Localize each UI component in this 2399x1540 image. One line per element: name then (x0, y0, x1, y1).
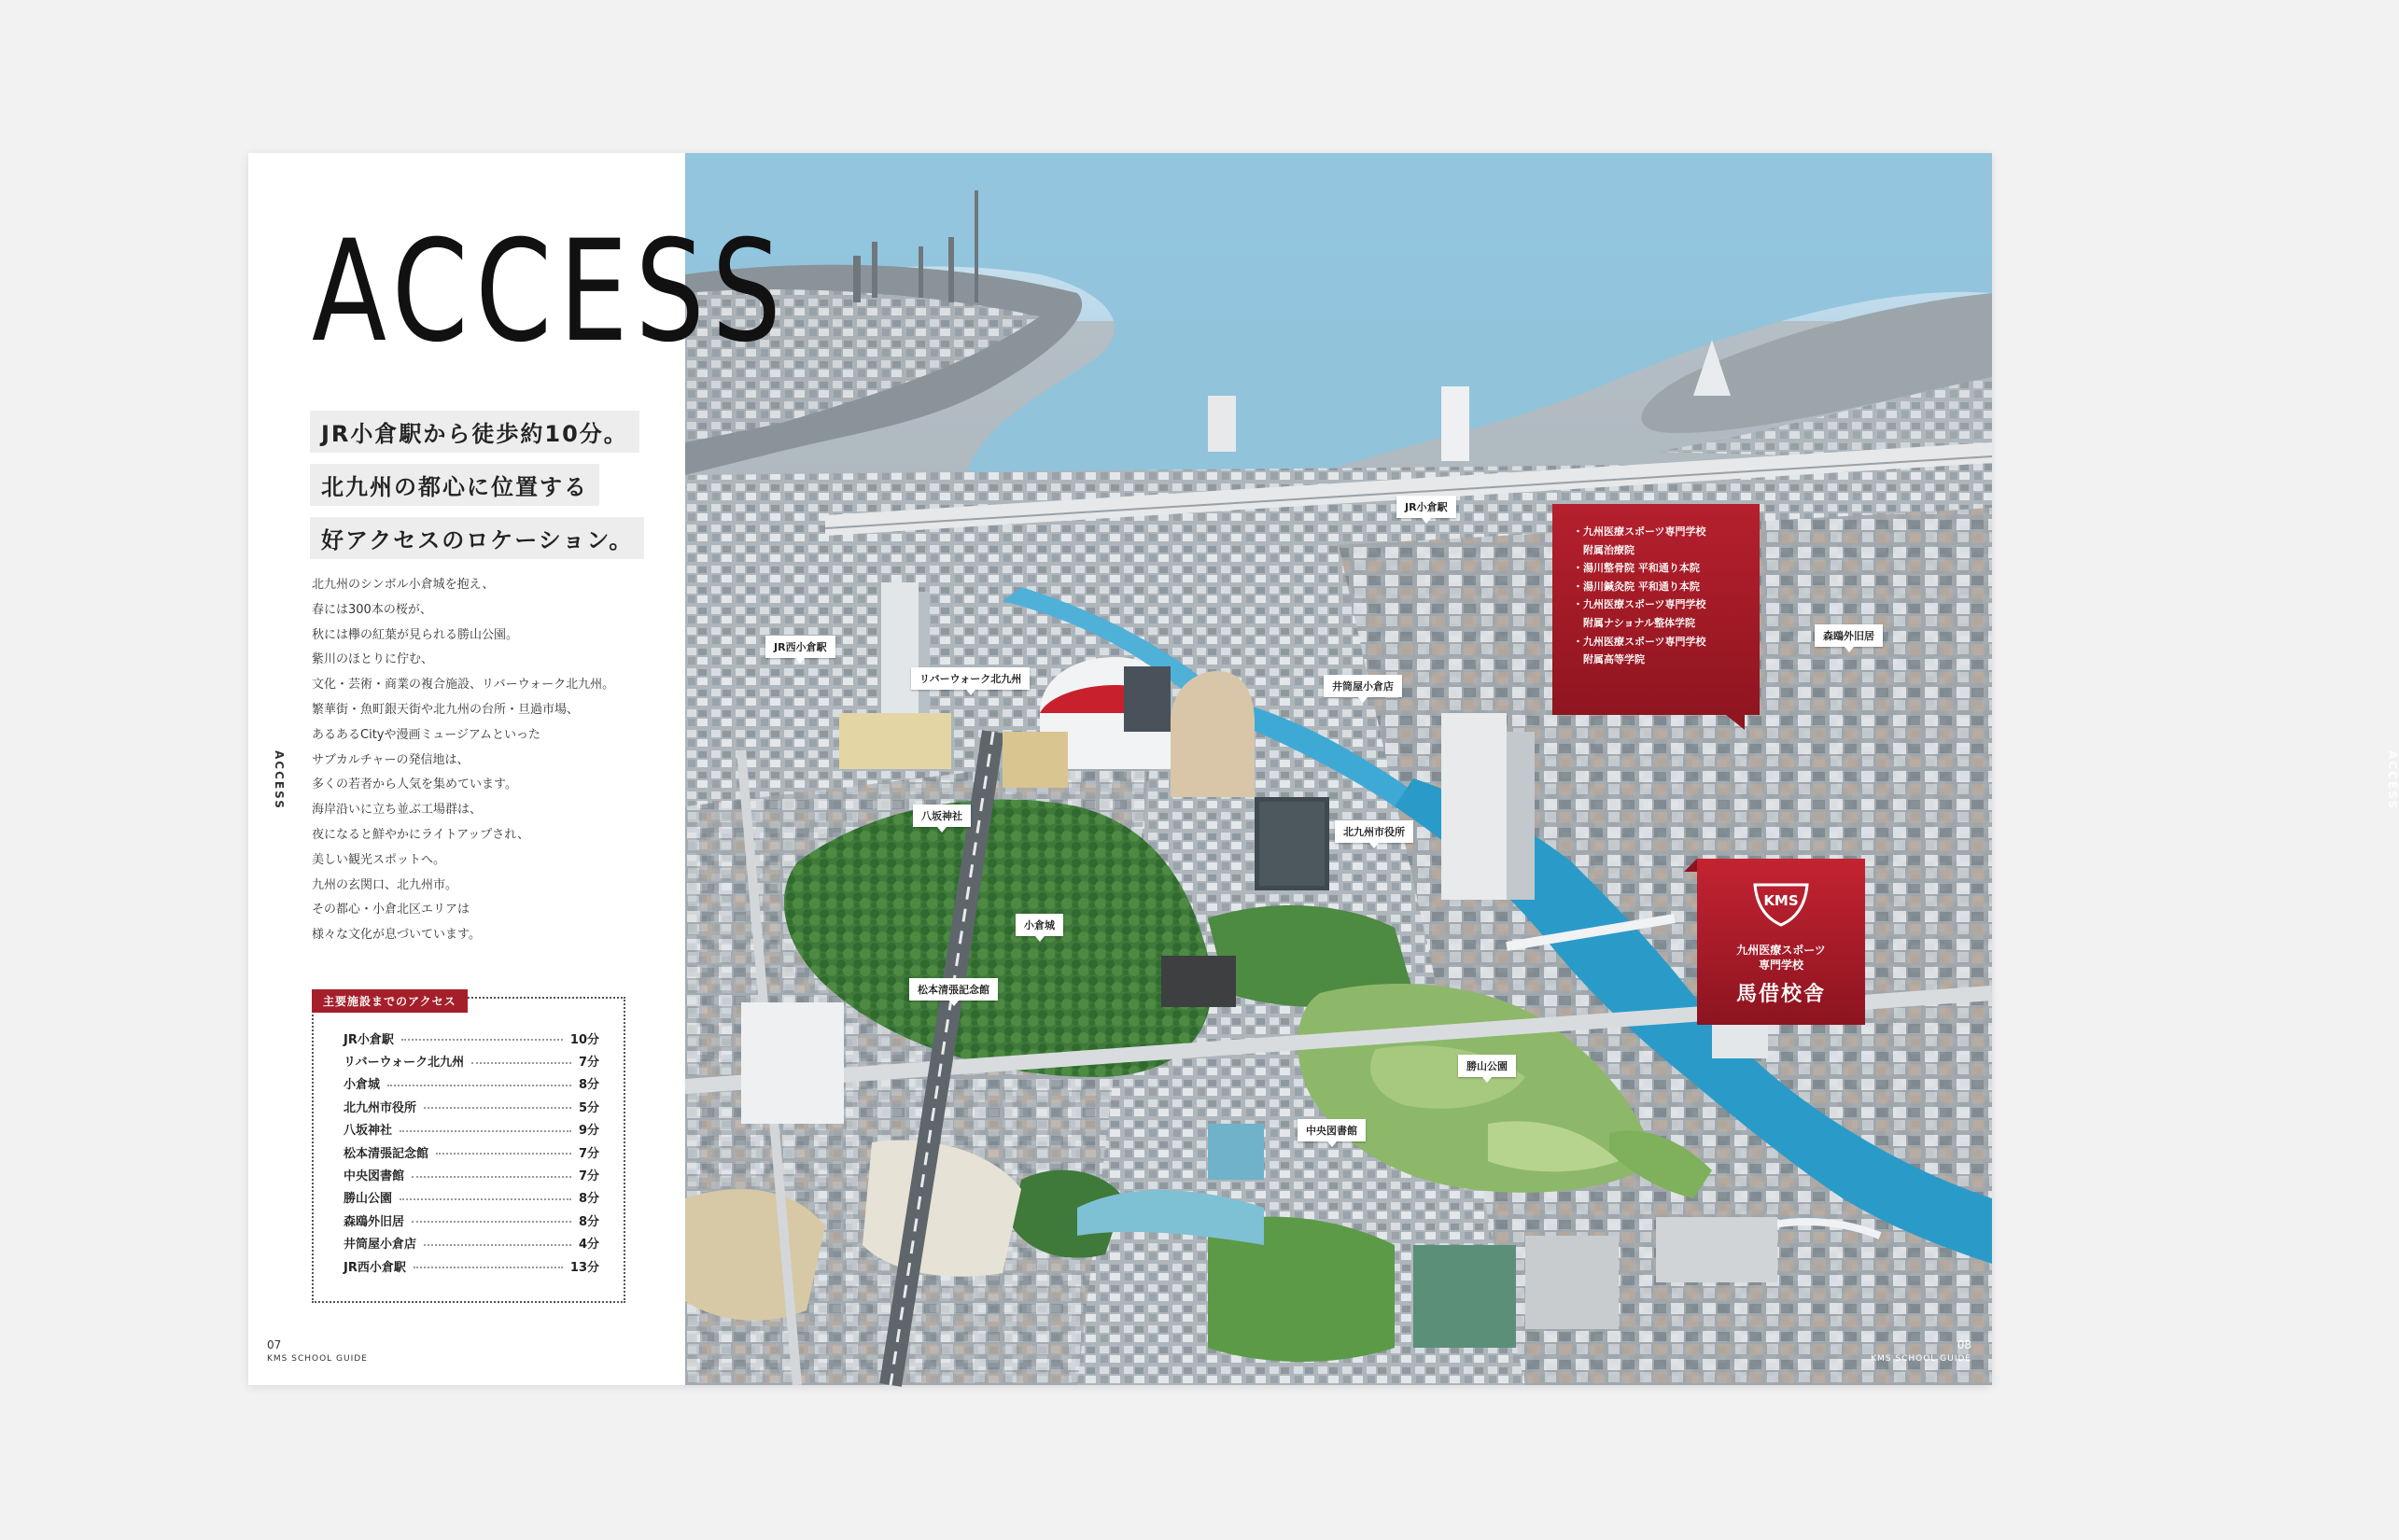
body-line: 九州の玄関口、北九州市。 (312, 877, 458, 892)
access-time: 7分 (578, 1146, 599, 1161)
facility-item: 附属治療院 (1573, 543, 1634, 556)
access-place: 小倉城 (344, 1078, 381, 1093)
aerial-photo (685, 153, 2399, 1385)
lead-copy (310, 411, 644, 570)
tag-kokura-castle: 小倉城 (1016, 914, 1063, 936)
access-place: 勝山公園 (344, 1192, 393, 1207)
access-row (344, 1049, 599, 1071)
body-line: 様々な文化が息づいています。 (312, 928, 481, 943)
brochure-spread (248, 153, 2399, 1385)
access-place: 八坂神社 (344, 1124, 393, 1139)
body-line: 繁華街・魚町銀天街や北九州の台所・旦過市場、 (312, 702, 580, 717)
body-line: 夜になると鮮やかにライトアップされ、 (312, 827, 530, 842)
body-line: 紫川のほとりに佇む、 (312, 652, 434, 667)
campus-name: 馬借校舎 (1735, 983, 1826, 1006)
body-line: 秋には欅の紅葉が見られる勝山公園。 (312, 627, 519, 642)
leader-dots (436, 1153, 571, 1155)
access-row (344, 1072, 599, 1095)
tag-jr-nishi-kokura: JR西小倉駅 (765, 636, 835, 658)
facility-item: ・九州医療スポーツ専門学校 (1573, 635, 1706, 648)
body-text (312, 573, 657, 948)
body-line: 文化・芸術・商業の複合施設、リバーウォーク北九州。 (312, 678, 615, 693)
access-time: 13分 (569, 1260, 599, 1275)
access-time: 8分 (578, 1214, 599, 1229)
leader-dots (401, 1039, 563, 1041)
page-number-left (267, 1338, 368, 1366)
access-table (312, 997, 625, 1303)
access-place: 松本清張記念館 (344, 1146, 429, 1161)
access-row (344, 1186, 599, 1209)
tag-yasaka-shrine: 八坂神社 (913, 805, 971, 827)
lead-line: JR小倉駅から徒歩約10分。 (310, 411, 639, 453)
access-row (344, 1118, 599, 1141)
access-time: 10分 (569, 1032, 599, 1047)
page-number: 07 (267, 1338, 282, 1351)
access-place: 北九州市役所 (344, 1100, 417, 1115)
page-number-right (1871, 1338, 1971, 1366)
access-time: 8分 (578, 1192, 599, 1207)
body-line: あるあるCityや漫画ミュージアムといった (312, 727, 541, 742)
access-row (344, 1232, 599, 1254)
campus-school-line: 専門学校 (1758, 959, 1803, 972)
aerial-city-illustration (685, 153, 1992, 1385)
access-time: 9分 (578, 1124, 599, 1139)
access-time: 7分 (578, 1056, 599, 1071)
body-line: 海岸沿いに立ち並ぶ工場群は、 (312, 803, 483, 818)
access-place: JR西小倉駅 (344, 1260, 406, 1275)
guide-label: KMS SCHOOL GUIDE (1871, 1354, 1971, 1364)
guide-label: KMS SCHOOL GUIDE (267, 1354, 368, 1364)
page-title: ACCESS (312, 211, 789, 373)
leader-dots (387, 1085, 571, 1086)
tag-riverwalk: リバーウォーク北九州 (911, 667, 1030, 690)
access-place: 中央図書館 (344, 1169, 405, 1184)
leader-dots (471, 1062, 571, 1064)
tag-katsuyama-park: 勝山公園 (1458, 1055, 1516, 1077)
campus-school-name (1697, 943, 1865, 973)
body-line: 北九州のシンボル小倉城を抱え、 (312, 578, 495, 592)
leader-dots (412, 1176, 571, 1178)
facility-item: ・九州医療スポーツ専門学校 (1573, 525, 1706, 538)
leader-dots (424, 1107, 571, 1109)
facility-item: 附属ナショナル整体学院 (1573, 616, 1696, 629)
access-row (344, 1095, 599, 1117)
tag-jr-kokura: JR小倉駅 (1396, 496, 1456, 518)
facility-item: 附属高等学院 (1573, 653, 1645, 666)
facility-item: ・湯川鍼灸院 平和通り本院 (1573, 580, 1700, 593)
body-line: 多くの若者から人気を集めています。 (312, 777, 517, 792)
access-time: 8分 (578, 1078, 599, 1093)
campus-marker (1697, 859, 1865, 1025)
logo-text: KMS (1763, 892, 1799, 909)
tag-seicho-museum: 松本清張記念館 (909, 978, 998, 1001)
access-row (344, 1141, 599, 1163)
tag-city-hall: 北九州市役所 (1335, 820, 1413, 843)
facility-item: ・九州医療スポーツ専門学校 (1573, 598, 1706, 611)
access-place: リバーウォーク北九州 (344, 1056, 465, 1071)
side-label: ACCESS (273, 750, 286, 810)
leader-dots (412, 1221, 571, 1223)
body-line: サブカルチャーの発信地は、 (312, 752, 470, 767)
leader-dots (400, 1130, 571, 1132)
tag-izutsuya: 井筒屋小倉店 (1324, 675, 1402, 697)
access-time: 7分 (578, 1169, 599, 1184)
leader-dots (400, 1198, 571, 1200)
access-heading: 主要施設までのアクセス (312, 989, 468, 1013)
page-number: 08 (1957, 1338, 1971, 1351)
facility-item: ・湯川整骨院 平和通り本院 (1573, 562, 1700, 575)
access-row (344, 1027, 599, 1049)
access-row (344, 1163, 599, 1185)
tag-central-library: 中央図書館 (1298, 1119, 1366, 1141)
access-time: 4分 (578, 1238, 599, 1253)
body-line: 美しい観光スポットへ。 (312, 852, 446, 867)
lead-line: 好アクセスのロケーション。 (310, 517, 644, 559)
leader-dots (424, 1244, 571, 1246)
access-place: 森鴎外旧居 (344, 1214, 405, 1229)
body-line: その都心・小倉北区エリアは (312, 903, 470, 917)
affiliated-facilities-box (1552, 504, 1760, 715)
campus-school-line: 九州医療スポーツ (1736, 944, 1826, 957)
access-row (344, 1209, 599, 1231)
access-row (344, 1254, 599, 1277)
access-place: 井筒屋小倉店 (344, 1238, 417, 1253)
kms-shield-logo-icon (1751, 881, 1811, 928)
access-time: 5分 (578, 1100, 599, 1115)
access-list (344, 1027, 599, 1277)
side-label-right: ACCESS (2386, 750, 2399, 810)
body-line: 春には300本の桜が、 (312, 602, 432, 617)
access-place: JR小倉駅 (344, 1032, 394, 1047)
tag-ogai-house: 森鴎外旧居 (1815, 624, 1883, 647)
lead-line: 北九州の都心に位置する (310, 464, 599, 506)
leader-dots (414, 1267, 563, 1268)
